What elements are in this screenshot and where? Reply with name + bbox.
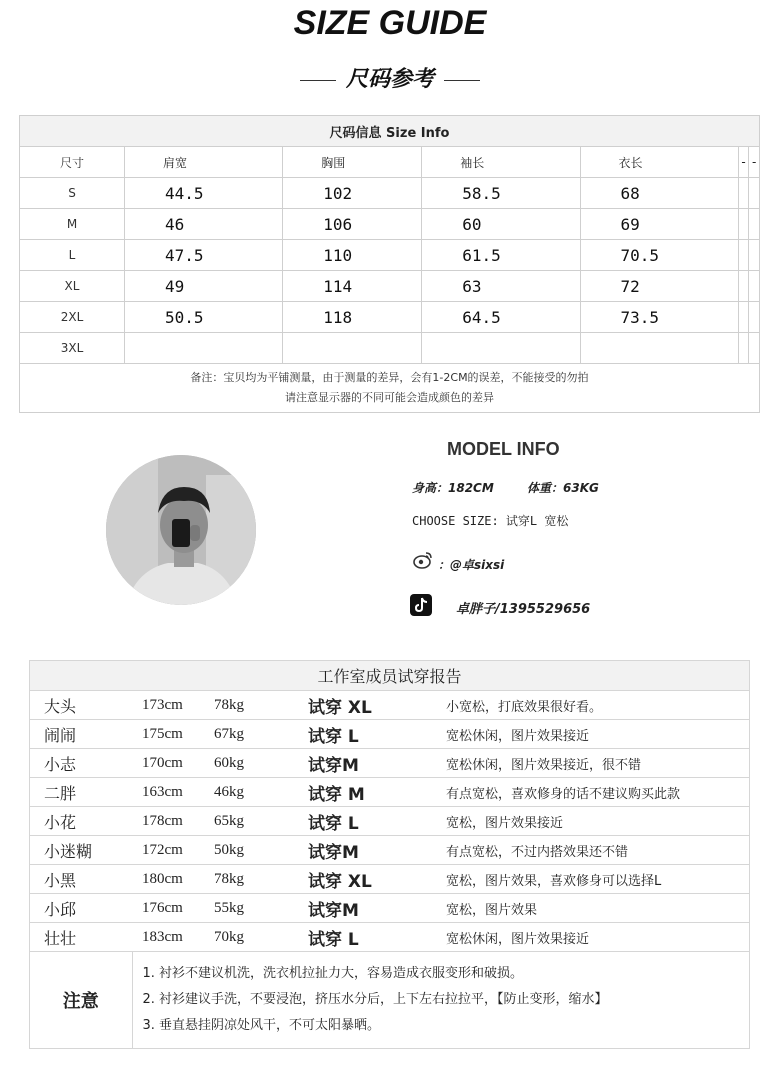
table-row: [30, 807, 750, 836]
member-measurements: [132, 807, 302, 836]
shoulder-value: 44.5: [125, 178, 283, 209]
size-label: S: [20, 178, 125, 209]
member-comment: 小宽松，打底效果很好看。: [428, 691, 750, 720]
size-table-column-headers: [20, 147, 760, 178]
blank-cell: [749, 333, 760, 364]
sleeve-value: 58.5: [422, 178, 580, 209]
member-height: 172cm: [142, 841, 183, 858]
member-height: 183cm: [142, 928, 183, 945]
member-fit: 试穿 L: [302, 807, 428, 836]
table-row: [30, 923, 750, 952]
member-fit: 试穿 M: [302, 778, 428, 807]
chest-value: 110: [283, 240, 422, 271]
blank-cell: [738, 209, 749, 240]
model-photo: [106, 455, 256, 605]
table-row: [30, 836, 750, 865]
sleeve-value: 60: [422, 209, 580, 240]
member-weight: 70kg: [214, 928, 244, 945]
member-height: 178cm: [142, 812, 183, 829]
member-name: 小花: [30, 807, 133, 836]
size-label: XL: [20, 271, 125, 302]
member-height: 175cm: [142, 725, 183, 742]
subtitle-text: 尺码参考: [345, 67, 434, 92]
col-sleeve: 袖长: [422, 147, 580, 178]
table-row: [20, 240, 760, 271]
model-info-title: MODEL INFO: [447, 439, 560, 459]
length-value: 72: [580, 271, 738, 302]
model-height: 身高：182CM: [412, 481, 494, 495]
member-comment: 宽松休闲，图片效果接近，很不错: [428, 749, 750, 778]
table-row: [30, 691, 750, 720]
col-shoulder: 肩宽: [125, 147, 283, 178]
left-dash: [300, 80, 336, 81]
length-value: [580, 333, 738, 364]
member-comment: 宽松，图片效果: [428, 894, 750, 923]
col-length: 衣长: [580, 147, 738, 178]
col-blank-1: -: [738, 147, 749, 178]
shoulder-value: 47.5: [125, 240, 283, 271]
notes-body: [132, 952, 750, 1049]
member-height: 173cm: [142, 696, 183, 713]
size-table: [19, 115, 760, 413]
member-measurements: [132, 749, 302, 778]
col-blank-2: -: [749, 147, 760, 178]
member-name: 闹闹: [30, 720, 133, 749]
member-name: 二胖: [30, 778, 133, 807]
member-measurements: [132, 778, 302, 807]
sleeve-value: [422, 333, 580, 364]
shoulder-value: 49: [125, 271, 283, 302]
blank-cell: [738, 302, 749, 333]
member-weight: 78kg: [214, 870, 244, 887]
douyin-icon: [410, 594, 432, 616]
shoulder-value: 46: [125, 209, 283, 240]
note-line-2: 请注意显示器的不同可能会造成颜色的差异: [285, 391, 494, 404]
member-height: 163cm: [142, 783, 183, 800]
member-weight: 46kg: [214, 783, 244, 800]
member-comment: 有点宽松，喜欢修身的话不建议购买此款: [428, 778, 750, 807]
length-value: 70.5: [580, 240, 738, 271]
blank-cell: [749, 271, 760, 302]
table-row: [20, 209, 760, 240]
table-row: [30, 865, 750, 894]
model-avatar: [106, 455, 256, 605]
note-item: 1. 衬衫不建议机洗，洗衣机拉扯力大，容易造成衣服变形和破损。: [142, 966, 524, 981]
right-dash: [444, 80, 480, 81]
size-label: 2XL: [20, 302, 125, 333]
member-fit: 试穿M: [302, 836, 428, 865]
blank-cell: [738, 333, 749, 364]
blank-cell: [738, 178, 749, 209]
blank-cell: [749, 209, 760, 240]
model-weight: 体重：63KG: [527, 481, 599, 495]
length-value: 69: [580, 209, 738, 240]
sleeve-value: 61.5: [422, 240, 580, 271]
member-measurements: [132, 865, 302, 894]
member-comment: 宽松，图片效果，喜欢修身可以选择L: [428, 865, 750, 894]
size-label: 3XL: [20, 333, 125, 364]
col-chest: 胸围: [283, 147, 422, 178]
shoulder-value: 50.5: [125, 302, 283, 333]
member-weight: 55kg: [214, 899, 244, 916]
size-table-note: [20, 364, 760, 413]
blank-cell: [738, 240, 749, 271]
member-fit: 试穿 XL: [302, 691, 428, 720]
sleeve-value: 63: [422, 271, 580, 302]
note-item: 2. 衬衫建议手洗，不要浸泡，挤压水分后，上下左右拉拉平，【防止变形，缩水】: [142, 992, 608, 1007]
chest-value: 102: [283, 178, 422, 209]
member-weight: 78kg: [214, 696, 244, 713]
member-measurements: [132, 836, 302, 865]
length-value: 68: [580, 178, 738, 209]
note-line-1: 备注：宝贝均为平铺测量，由于测量的差异，会有1-2CM的误差，不能接受的勿拍: [190, 371, 589, 384]
member-measurements: [132, 691, 302, 720]
table-row: [20, 333, 760, 364]
member-fit: 试穿 L: [302, 923, 428, 952]
table-row: [30, 894, 750, 923]
col-size: 尺寸: [20, 147, 125, 178]
weibo-handle: ：@卓sixsi: [438, 558, 505, 572]
table-row: [30, 749, 750, 778]
member-weight: 67kg: [214, 725, 244, 742]
member-fit: 试穿M: [302, 749, 428, 778]
table-row: [30, 720, 750, 749]
chest-value: [283, 333, 422, 364]
table-row: [30, 778, 750, 807]
member-comment: 有点宽松，不过内搭效果还不错: [428, 836, 750, 865]
member-height: 180cm: [142, 870, 183, 887]
member-weight: 65kg: [214, 812, 244, 829]
weibo-icon: [412, 549, 434, 571]
member-comment: 宽松，图片效果接近: [428, 807, 750, 836]
table-row: [20, 302, 760, 333]
page-subtitle: [0, 62, 780, 93]
blank-cell: [749, 240, 760, 271]
chest-value: 106: [283, 209, 422, 240]
member-height: 176cm: [142, 899, 183, 916]
size-table-heading: 尺码信息 Size Info: [20, 116, 760, 147]
member-measurements: [132, 894, 302, 923]
member-comment: 宽松休闲，图片效果接近: [428, 923, 750, 952]
member-name: 小邱: [30, 894, 133, 923]
size-label: M: [20, 209, 125, 240]
page-title: SIZE GUIDE: [293, 4, 487, 42]
member-fit: 试穿 XL: [302, 865, 428, 894]
member-comment: 宽松休闲，图片效果接近: [428, 720, 750, 749]
member-fit: 试穿 L: [302, 720, 428, 749]
member-height: 170cm: [142, 754, 183, 771]
member-name: 大头: [30, 691, 133, 720]
member-name: 小志: [30, 749, 133, 778]
member-fit: 试穿M: [302, 894, 428, 923]
sleeve-value: 64.5: [422, 302, 580, 333]
blank-cell: [749, 178, 760, 209]
choose-size: CHOOSE SIZE: 试穿L 宽松: [412, 514, 569, 528]
member-name: 小黑: [30, 865, 133, 894]
table-row: [20, 178, 760, 209]
member-measurements: [132, 720, 302, 749]
report-title: 工作室成员试穿报告: [30, 661, 750, 691]
size-label: L: [20, 240, 125, 271]
blank-cell: [749, 302, 760, 333]
member-name: 壮壮: [30, 923, 133, 952]
chest-value: 118: [283, 302, 422, 333]
member-name: 小迷糊: [30, 836, 133, 865]
member-weight: 50kg: [214, 841, 244, 858]
member-measurements: [132, 923, 302, 952]
blank-cell: [738, 271, 749, 302]
chest-value: 114: [283, 271, 422, 302]
notes-label: 注意: [30, 952, 133, 1049]
fit-report-table: [29, 660, 750, 1049]
note-item: 3. 垂直悬挂阴凉处风干，不可太阳暴晒。: [142, 1018, 381, 1033]
length-value: 73.5: [580, 302, 738, 333]
member-weight: 60kg: [214, 754, 244, 771]
shoulder-value: [125, 333, 283, 364]
douyin-handle: 卓胖子/1395529656: [456, 602, 591, 617]
table-row: [20, 271, 760, 302]
